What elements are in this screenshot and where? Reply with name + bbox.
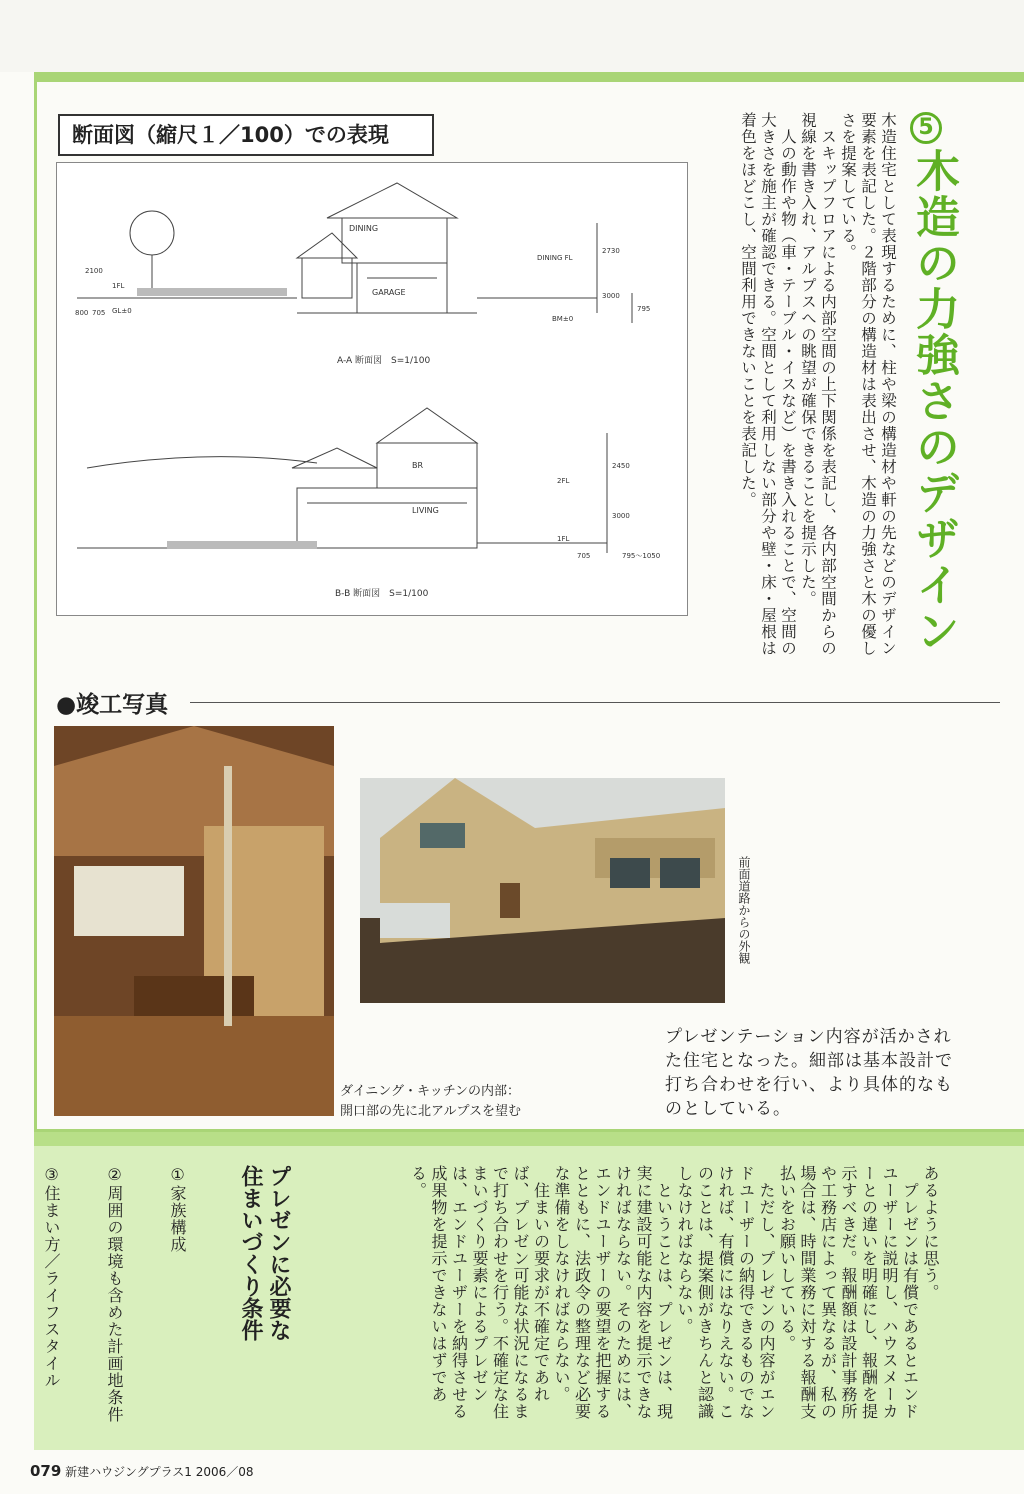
label-795: 795: [637, 305, 651, 313]
label-living: LIVING: [412, 506, 439, 515]
label-dining-fl: DINING FL: [537, 254, 573, 262]
label-bm: BM±0: [552, 315, 574, 323]
label-3000: 3000: [602, 292, 620, 300]
label-gl: GL±0: [112, 307, 132, 315]
section-title: 木造の力強さのデザイン: [908, 148, 959, 654]
label-garage: GARAGE: [372, 288, 406, 297]
interior-caption-line1: ダイニング・キッチンの内部：: [340, 1084, 521, 1099]
label-705: 705: [92, 309, 106, 317]
frame-top-bar: [34, 72, 1024, 82]
section-b: [77, 408, 607, 553]
condition-item: ②周囲の環境も含めた計画地条件: [105, 1165, 124, 1423]
condition-item: ①家族構成: [168, 1165, 187, 1253]
label-2100: 2100: [85, 267, 103, 275]
label-2730: 2730: [602, 247, 620, 255]
photo-summary: プレゼンテーション内容が活かされた住宅となった。細部は基本設計で打ち合わせを行い、より具体的なものとしている。: [665, 1027, 953, 1119]
photos-heading: ●竣工写真: [56, 692, 169, 718]
label-b-3000: 3000: [612, 512, 630, 520]
panel-body: あるように思う。 プレゼンは有償であるとエンドユーザーに説明し、ハウスメーカーとの違いを明確にし、報酬を提示すべきだ。報酬額は設計事務所や工務店によって異なるが、私の場合は、時間業務に対する報酬支払いをお願いしている。 ただし、プレゼンの内容がエンドユーザーの納得できるものでなければ、有償にはなりえない。このことは、提案側がきちんと認識しなければならない。 ということは、プレゼンは、現実に建設可能な内容を提示できなければならない。そのためには、エンドユーザーの要望を把握するとともに、法政令の整理など必要な準備をしなければならない。 住まいの要求が不確定であれば、プレゼン可能な状況になるまで打ち合わせを行う。不確定な住まいづくり要素によるプレゼンは、エンドユーザーを納得させる成果物を提示できないはずである。: [408, 1165, 940, 1420]
interior-photo: [54, 726, 334, 1116]
label-795-1050: 795～1050: [622, 552, 661, 560]
section-a: [77, 183, 632, 323]
page-number: 079: [30, 1462, 62, 1480]
interior-caption: [340, 1082, 521, 1122]
issue-date: 2006／08: [195, 1465, 254, 1479]
section-number: 5: [910, 112, 942, 144]
label-b-1fl: 1FL: [557, 535, 570, 543]
label-dining: DINING: [349, 224, 379, 233]
condition-item: ③住まい方／ライフスタイル: [42, 1165, 61, 1389]
exterior-caption: 前面道路からの外観: [737, 856, 751, 964]
section-body: 木造住宅として表現するために、柱や梁の構造材や軒の先などのデザイン要素を表記した。２階部分の構造材は表出させ、木造の力強さと木の優しさを提案している。 スキップフロアによる内部空間の上下関係を表記し、各内部空間からの視線を書き入れ、アルプスへの眺望が確保できることを提示した。 人の動作や物（車・テーブル・イスなど）を書き入れることで、空間の大きさを施主が確認できる。空間として利用しない部分や壁・床・屋根は着色をほどこし、空間利用できないことを表記した。: [739, 112, 897, 657]
section-drawings: [56, 162, 688, 616]
exterior-photo: [360, 778, 725, 1003]
label-b-705: 705: [577, 552, 591, 560]
conditions-title: プレゼンに必要な 住まいづくり条件: [238, 1165, 291, 1341]
label-br: BR: [412, 461, 424, 470]
caption-section-a: A-A 断面図 S=1/100: [337, 356, 431, 366]
label-2fl: 2FL: [557, 477, 570, 485]
drawing-heading: 断面図（縮尺１／100）での表現: [58, 114, 434, 156]
interior-caption-line2: 開口部の先に北アルプスを望む: [340, 1104, 521, 1119]
page-footer: [30, 1462, 254, 1480]
magazine-name: 新建ハウジングプラス1: [65, 1465, 192, 1479]
photos-heading-rule: [190, 702, 1000, 703]
conditions-list: [42, 1165, 230, 1435]
caption-section-b: B-B 断面図 S=1/100: [335, 589, 429, 599]
section-drawing-svg: [57, 163, 687, 615]
label-1fl: 1FL: [112, 282, 125, 290]
top-margin: [0, 0, 1024, 72]
label-2450: 2450: [612, 462, 630, 470]
label-800: 800: [75, 309, 89, 317]
